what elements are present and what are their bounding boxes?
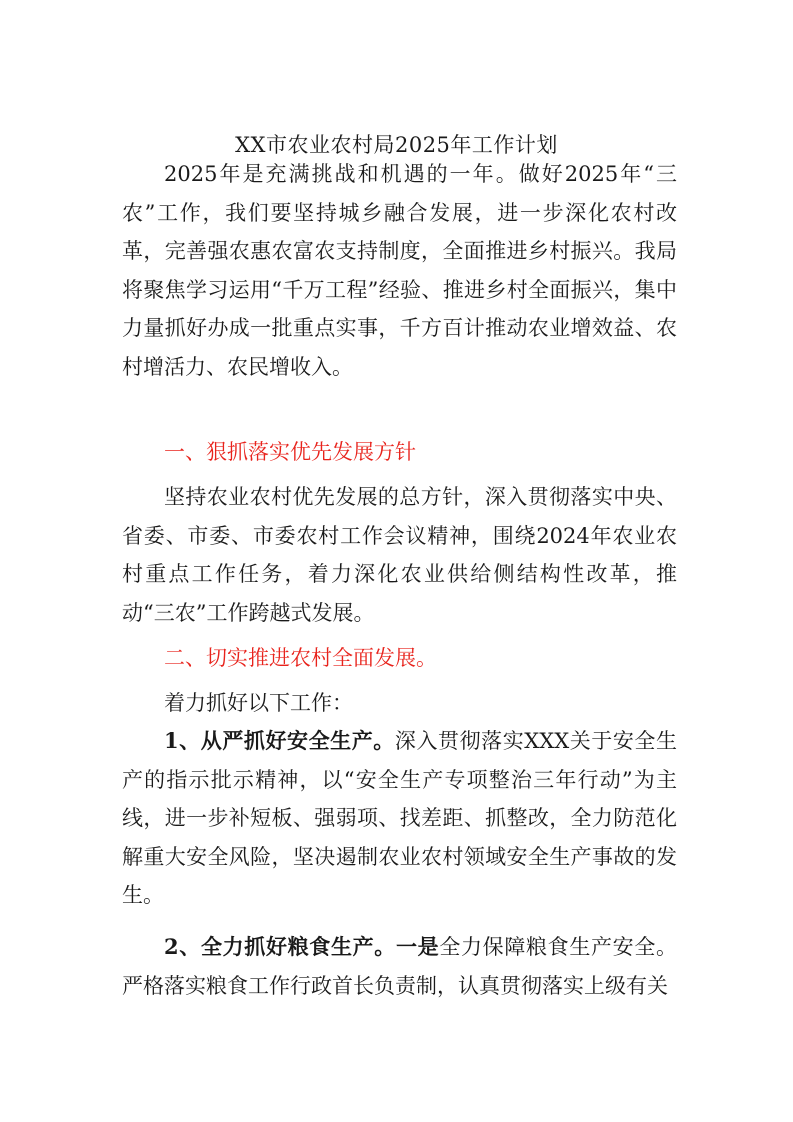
- section-1-text: 坚持农业农村优先发展的总方针，深入贯彻落实中央、省委、市委、市委农村工作会议精神，围绕2024年农业农村重点工作任务，着力深化农业供给侧结构性改革，推动“三农”工作跨越式发展。: [122, 485, 677, 625]
- section-2-lead-text: 着力抓好以下工作：: [164, 691, 353, 715]
- item-2-paragraph: [122, 928, 677, 1005]
- section-2-lead: [122, 684, 677, 723]
- item-2-heading: 2、全力抓好粮食生产。一是: [164, 934, 440, 959]
- section-1-heading: 一、狠抓落实优先发展方针: [164, 440, 416, 464]
- section-1-paragraph: [122, 478, 677, 632]
- intro-text: 2025年是充满挑战和机遇的一年。做好2025年“三农”工作，我们要坚持城乡融合发展，进一步深化农村改革，完善强农惠农富农支持制度，全面推进乡村振兴。我局将聚焦学习运用“千万工程”经验、推进乡村全面振兴，集中力量抓好办成一批重点实事，千方百计推动农业增效益、农村增活力、农民增收入。: [122, 162, 677, 379]
- document-title: XX市农业农村局2025年工作计划: [235, 133, 558, 157]
- item-1-heading: 1、从严抓好安全生产。: [164, 728, 395, 753]
- item-1-paragraph: [122, 722, 677, 915]
- section-2-heading: 二、切实推进农村全面发展。: [164, 646, 437, 670]
- item-2-text: 全力保障粮食生产安全。严格落实粮食工作行政首长负责制，认真贯彻落实上级有关: [122, 935, 677, 998]
- intro-paragraph: [122, 155, 677, 386]
- item-1-text: 深入贯彻落实XXX关于安全生产的指示批示精神，以“安全生产专项整治三年行动”为主线，进一步补短板、强弱项、找差距、抓整改，全力防范化解重大安全风险，坚决遏制农业农村领域安全生产事故的发生。: [122, 729, 677, 907]
